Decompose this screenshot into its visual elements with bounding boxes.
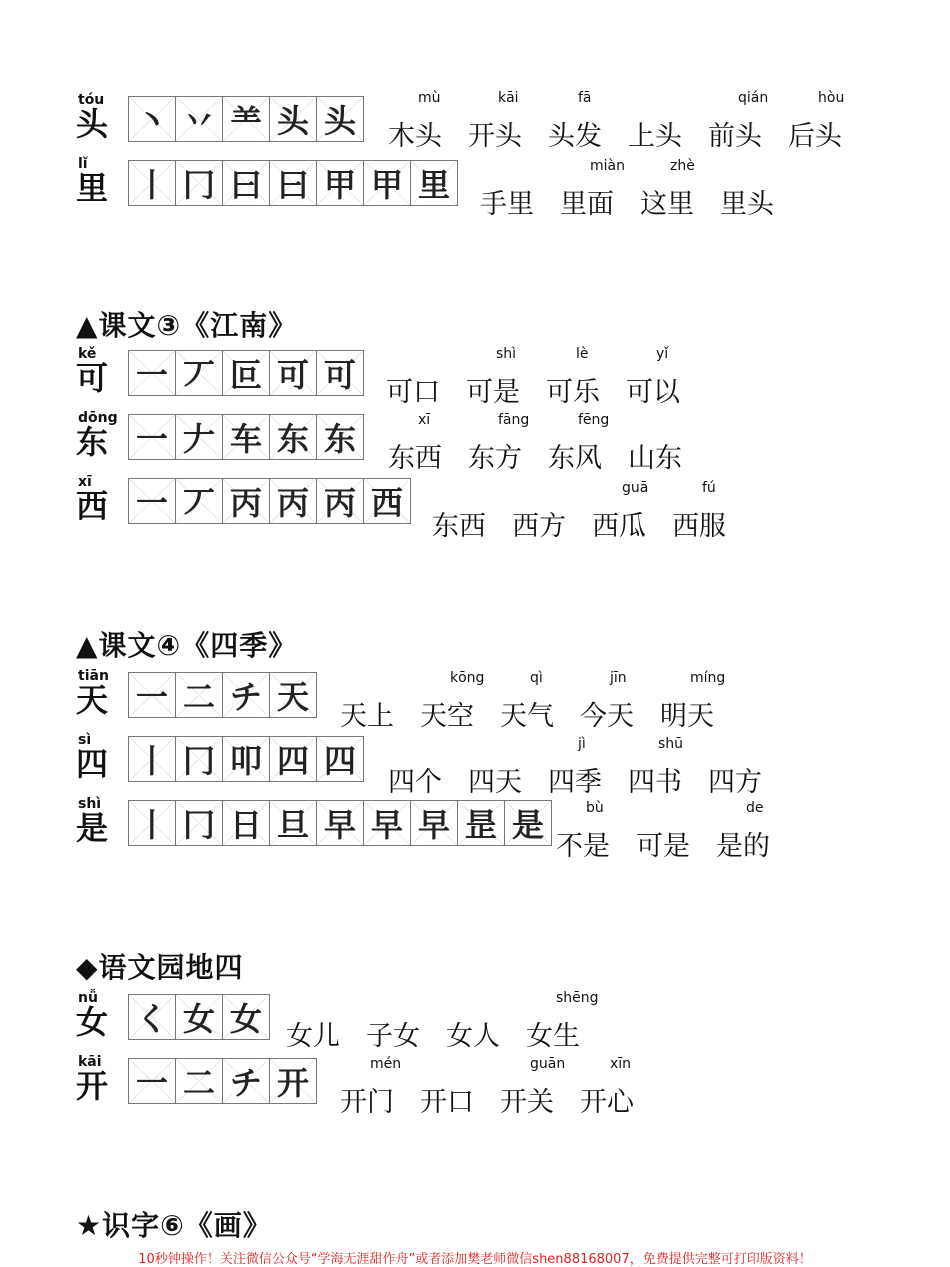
- word-list: [480, 158, 774, 221]
- vocab-word: 四方: [708, 767, 762, 798]
- vocab-word: 里头: [720, 189, 774, 220]
- section-title: ▲课文④《四季》: [76, 629, 298, 662]
- word-pinyin: yǐ: [656, 346, 669, 362]
- vocab-word: 可是: [636, 831, 690, 862]
- head-pinyin: tóu: [78, 92, 105, 108]
- word-pinyin: mén: [370, 1056, 402, 1072]
- head-character: 西: [76, 487, 109, 525]
- stroke-step: チ: [223, 673, 270, 717]
- stroke-step: 丙: [223, 479, 270, 523]
- word-list: [340, 670, 726, 733]
- stroke-order-grid: [128, 994, 270, 1040]
- stroke-step: 旦: [270, 801, 317, 845]
- stroke-step: 冂: [176, 737, 223, 781]
- head-character: 开: [76, 1067, 109, 1105]
- stroke-step: 丆: [176, 479, 223, 523]
- word-pinyin: qián: [738, 90, 769, 106]
- word-pinyin: fāng: [498, 412, 530, 428]
- stroke-step: 丨: [129, 801, 176, 845]
- character-row: [0, 668, 950, 732]
- character-row: [0, 474, 950, 542]
- vocab-word: 东风 fēng: [548, 412, 610, 474]
- word-pinyin: xīn: [610, 1056, 632, 1072]
- vocab-word: 头发 fā: [548, 90, 602, 152]
- word-pinyin: fā: [578, 90, 592, 106]
- stroke-step: 早: [317, 801, 364, 845]
- word-pinyin: fú: [702, 480, 716, 496]
- stroke-step: 日: [223, 801, 270, 845]
- head-character: 女: [76, 1003, 109, 1041]
- word-pinyin: jīn: [610, 670, 627, 686]
- vocab-word: 四书 shū: [628, 736, 684, 798]
- vocab-word: 手里: [480, 189, 534, 220]
- word-pinyin: shì: [496, 346, 517, 362]
- stroke-step: 车: [223, 415, 270, 459]
- stroke-step: 丆: [176, 351, 223, 395]
- head-pinyin: dōng: [78, 410, 118, 426]
- section-title: ▲课文③《江南》: [76, 309, 298, 342]
- stroke-order-grid: [128, 672, 317, 718]
- word-list: [388, 736, 762, 799]
- vocab-word: 可乐 lè: [546, 346, 600, 408]
- character-row: [0, 156, 950, 220]
- vocab-word: 前头 qián: [708, 90, 769, 152]
- vocab-word: 开心 xīn: [580, 1056, 634, 1118]
- vocab-word: 这里 zhè: [640, 158, 695, 220]
- vocab-word: 开关 guān: [500, 1056, 566, 1118]
- head-character: 四: [76, 745, 109, 783]
- stroke-step: 西: [364, 479, 410, 523]
- vocab-word: 里面 miàn: [560, 158, 625, 220]
- vocab-word: 西服 fú: [672, 480, 726, 542]
- vocab-word: 开口: [420, 1087, 474, 1118]
- word-pinyin: fēng: [578, 412, 610, 428]
- character-row: [0, 92, 950, 152]
- stroke-step: 东: [317, 415, 363, 459]
- stroke-step: 四: [270, 737, 317, 781]
- vocab-word: 可是 shì: [466, 346, 520, 408]
- vocab-word: 是的 de: [716, 800, 770, 862]
- word-list: [388, 90, 845, 153]
- stroke-step: 早: [411, 801, 458, 845]
- stroke-step: 丶: [129, 97, 176, 141]
- stroke-order-grid: [128, 478, 411, 524]
- word-list: [432, 480, 726, 543]
- vocab-word: 不是 bù: [556, 800, 610, 862]
- vocab-word: 开门 mén: [340, 1056, 402, 1118]
- head-pinyin: kě: [78, 346, 97, 362]
- head-pinyin: sì: [78, 732, 92, 748]
- section-title: ◆语文园地四: [76, 951, 244, 984]
- word-pinyin: guān: [530, 1056, 566, 1072]
- stroke-step: 丙: [270, 479, 317, 523]
- footer-notice: 10秒钟操作！关注微信公众号“学海无涯甜作舟”或者添加樊老师微信shen88168007，免费提供完整可打印版资料！: [138, 1252, 812, 1267]
- stroke-step: く: [129, 995, 176, 1039]
- word-pinyin: míng: [690, 670, 726, 686]
- stroke-step: 叵: [223, 351, 270, 395]
- stroke-step: 一: [129, 415, 176, 459]
- stroke-step: チ: [223, 1059, 270, 1103]
- stroke-step: 叩: [223, 737, 270, 781]
- head-character: 天: [76, 681, 109, 719]
- vocab-word: 四天: [468, 767, 522, 798]
- vocab-word: 天上: [340, 701, 394, 732]
- stroke-step: 𠂇: [176, 415, 223, 459]
- head-character: 头: [76, 105, 109, 143]
- head-pinyin: tiān: [78, 668, 109, 684]
- word-list: [340, 1056, 634, 1119]
- head-character: 东: [76, 423, 109, 461]
- character-row: [0, 796, 950, 862]
- stroke-step: ⺷: [223, 97, 270, 141]
- word-pinyin: zhè: [670, 158, 695, 174]
- stroke-step: 可: [270, 351, 317, 395]
- word-pinyin: shū: [658, 736, 684, 752]
- head-character: 里: [76, 169, 109, 207]
- stroke-step: 曰: [223, 161, 270, 205]
- stroke-step: 早: [364, 801, 411, 845]
- word-list: [286, 990, 599, 1053]
- stroke-step: 头: [317, 97, 363, 141]
- word-pinyin: kōng: [450, 670, 485, 686]
- word-pinyin: miàn: [590, 158, 625, 174]
- vocab-word: 西方: [512, 511, 566, 542]
- vocab-word: 女儿: [286, 1021, 340, 1052]
- stroke-step: 甲: [364, 161, 411, 205]
- stroke-step: 曰: [270, 161, 317, 205]
- head-pinyin: shì: [78, 796, 102, 812]
- stroke-step: 四: [317, 737, 363, 781]
- stroke-step: 丷: [176, 97, 223, 141]
- vocab-word: 可口: [386, 377, 440, 408]
- stroke-step: 一: [129, 351, 176, 395]
- stroke-step: 女: [176, 995, 223, 1039]
- vocab-word: 天空 kōng: [420, 670, 485, 732]
- stroke-step: 丙: [317, 479, 364, 523]
- stroke-step: 开: [270, 1059, 316, 1103]
- stroke-order-grid: [128, 736, 364, 782]
- stroke-step: 天: [270, 673, 316, 717]
- section-title: ★识字⑥《画》: [76, 1209, 272, 1242]
- stroke-order-grid: [128, 160, 458, 206]
- vocab-word: 东方 fāng: [468, 412, 530, 474]
- head-pinyin: kāi: [78, 1054, 102, 1070]
- vocab-word: 西瓜 guā: [592, 480, 649, 542]
- stroke-step: 昰: [458, 801, 505, 845]
- stroke-step: 头: [270, 97, 317, 141]
- character-row: [0, 1054, 950, 1118]
- stroke-step: 二: [176, 1059, 223, 1103]
- vocab-word: 后头 hòu: [788, 90, 845, 152]
- stroke-step: 一: [129, 1059, 176, 1103]
- stroke-step: 东: [270, 415, 317, 459]
- head-pinyin: nǚ: [78, 990, 98, 1006]
- vocab-word: 四个: [388, 767, 442, 798]
- stroke-step: 甲: [317, 161, 364, 205]
- vocab-word: 木头 mù: [388, 90, 442, 152]
- head-pinyin: lǐ: [78, 156, 88, 172]
- word-pinyin: kāi: [498, 90, 519, 106]
- word-list: [386, 346, 680, 409]
- word-pinyin: shēng: [556, 990, 599, 1006]
- word-pinyin: hòu: [818, 90, 845, 106]
- head-character: 可: [76, 359, 109, 397]
- word-pinyin: jì: [578, 736, 586, 752]
- vocab-word: 子女: [366, 1021, 420, 1052]
- vocab-word: 东西: [432, 511, 486, 542]
- stroke-order-grid: [128, 1058, 317, 1104]
- vocab-word: 女生 shēng: [526, 990, 599, 1052]
- head-character: 是: [76, 809, 109, 847]
- stroke-step: 可: [317, 351, 363, 395]
- character-row: [0, 732, 950, 798]
- stroke-step: 是: [505, 801, 551, 845]
- stroke-step: 里: [411, 161, 457, 205]
- vocab-word: 可以 yǐ: [626, 346, 680, 408]
- vocab-word: 明天 míng: [660, 670, 726, 732]
- vocab-word: 山东: [628, 443, 682, 474]
- stroke-step: 冂: [176, 161, 223, 205]
- stroke-step: 二: [176, 673, 223, 717]
- word-pinyin: mù: [418, 90, 441, 106]
- vocab-word: 四季 jì: [548, 736, 602, 798]
- stroke-order-grid: [128, 350, 364, 396]
- stroke-step: 女: [223, 995, 269, 1039]
- word-list: [388, 412, 682, 475]
- word-pinyin: lè: [576, 346, 589, 362]
- character-row: [0, 346, 950, 406]
- character-row: [0, 990, 950, 1050]
- vocab-word: 天气 qì: [500, 670, 554, 732]
- vocab-word: 东西 xī: [388, 412, 442, 474]
- stroke-step: 丨: [129, 737, 176, 781]
- head-pinyin: xī: [78, 474, 92, 490]
- vocab-word: 上头: [628, 121, 682, 152]
- character-row: [0, 410, 950, 474]
- word-pinyin: de: [746, 800, 764, 816]
- stroke-step: 一: [129, 479, 176, 523]
- vocab-word: 女人: [446, 1021, 500, 1052]
- stroke-step: 一: [129, 673, 176, 717]
- vocab-word: 开头 kāi: [468, 90, 522, 152]
- word-pinyin: xī: [418, 412, 431, 428]
- word-pinyin: qì: [530, 670, 543, 686]
- stroke-order-grid: [128, 414, 364, 460]
- stroke-order-grid: [128, 800, 552, 846]
- stroke-step: 冂: [176, 801, 223, 845]
- word-pinyin: bù: [586, 800, 604, 816]
- stroke-order-grid: [128, 96, 364, 142]
- word-pinyin: guā: [622, 480, 649, 496]
- vocab-word: 今天 jīn: [580, 670, 634, 732]
- word-list: [556, 800, 770, 863]
- stroke-step: 丨: [129, 161, 176, 205]
